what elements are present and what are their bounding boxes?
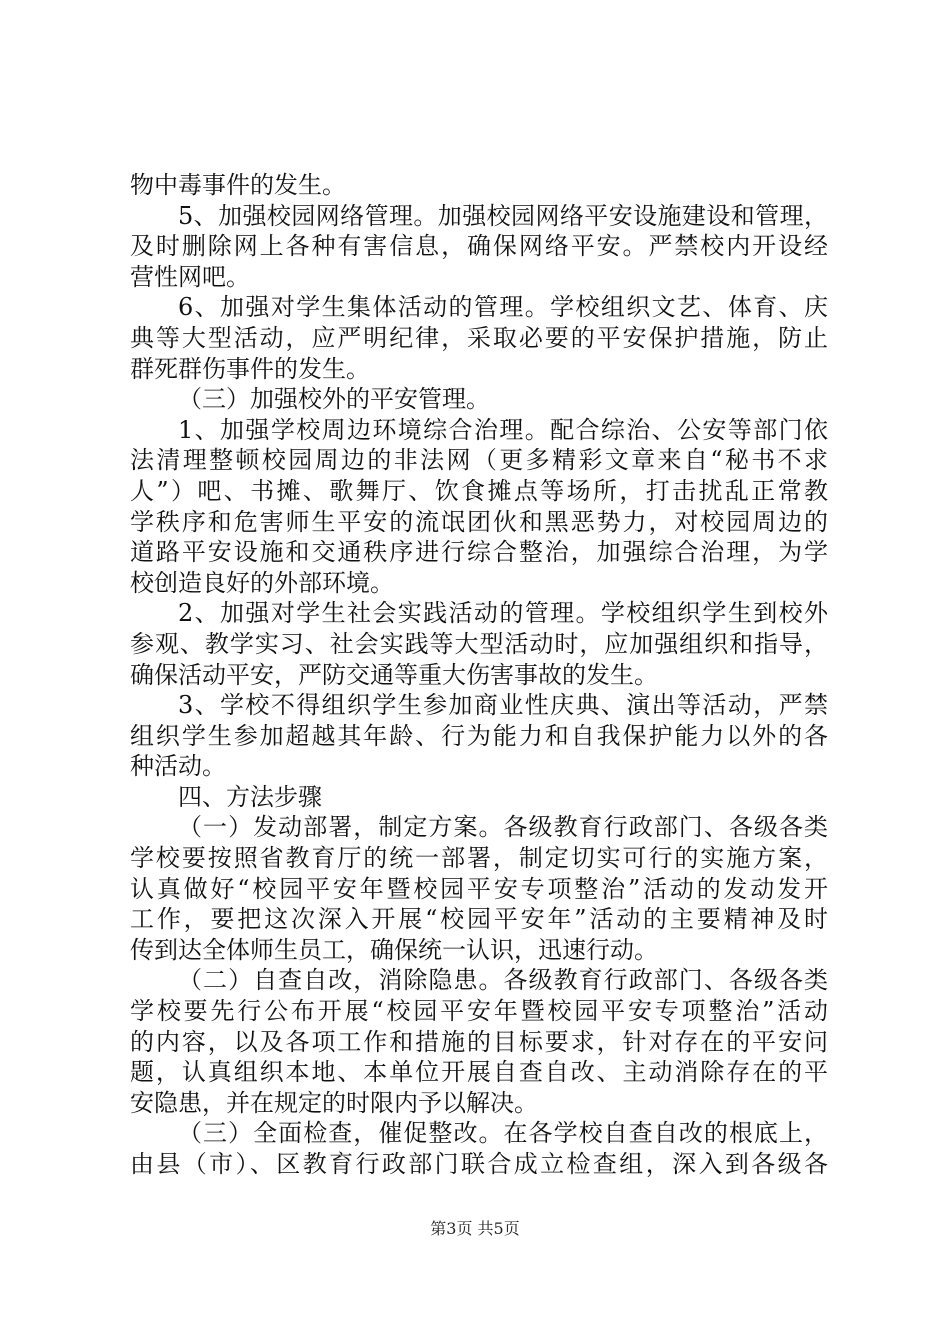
text-line: 群死群伤事件的发生。 bbox=[130, 354, 370, 383]
text-line: 种活动。 bbox=[130, 752, 226, 781]
text-line: 5、加强校园网络管理。加强校园网络平安设施建设和管理， bbox=[178, 201, 828, 230]
text-line: 传到达全体师生员工，确保统一认识，迅速行动。 bbox=[130, 935, 658, 964]
text-line: （一）发动部署，制定方案。各级教育行政部门、各级各类 bbox=[178, 813, 828, 842]
text-line: 认真做好“校园平安年暨校园平安专项整治”活动的发动发开 bbox=[130, 874, 828, 903]
text-line: 安隐患，并在规定的时限内予以解决。 bbox=[130, 1088, 538, 1117]
text-line: （二）自查自改，消除隐患。各级教育行政部门、各级各类 bbox=[178, 966, 828, 995]
text-line: 的内容，以及各项工作和措施的目标要求，针对存在的平安问 bbox=[130, 1027, 828, 1056]
text-line: 物中毒事件的发生。 bbox=[130, 171, 346, 199]
text-line: 由县（市）、区教育行政部门联合成立检查组，深入到各级各 bbox=[130, 1150, 828, 1178]
text-line: 6、加强对学生集体活动的管理。学校组织文艺、体育、庆 bbox=[178, 293, 828, 322]
text-line: （三）全面检查，催促整改。在各学校自查自改的根底上， bbox=[178, 1119, 828, 1148]
text-line: 学校要按照省教育厅的统一部署，制定切实可行的实施方案， bbox=[130, 844, 828, 873]
body-text bbox=[130, 170, 828, 1180]
text-line: 工作，要把这次深入开展“校园平安年”活动的主要精神及时 bbox=[130, 905, 828, 934]
text-line: 校创造良好的外部环境。 bbox=[130, 568, 394, 597]
text-line: 2、加强对学生社会实践活动的管理。学校组织学生到校外 bbox=[178, 599, 828, 628]
text-line: 人”）吧、书摊、歌舞厅、饮食摊点等场所，打击扰乱正常教 bbox=[130, 476, 828, 505]
text-line: 参观、教学实习、社会实践等大型活动时，应加强组织和指导， bbox=[130, 629, 828, 658]
text-line: 学校要先行公布开展“校园平安年暨校园平安专项整治”活动 bbox=[130, 997, 828, 1026]
text-line: 1、加强学校周边环境综合治理。配合综治、公安等部门依 bbox=[178, 415, 828, 444]
text-line: 学秩序和危害师生平安的流氓团伙和黑恶势力，对校园周边的 bbox=[130, 507, 828, 536]
text-line: 营性网吧。 bbox=[130, 262, 250, 291]
text-line: 3、学校不得组织学生参加商业性庆典、演出等活动，严禁 bbox=[178, 691, 828, 720]
text-line: 法清理整顿校园周边的非法网（更多精彩文章来自“秘书不求 bbox=[130, 446, 828, 475]
text-line: 道路平安设施和交通秩序进行综合整治，加强综合治理，为学 bbox=[130, 538, 828, 567]
page-footer: 第3页 共5页 bbox=[430, 1219, 520, 1238]
text-line: 组织学生参加超越其年龄、行为能力和自我保护能力以外的各 bbox=[130, 721, 828, 750]
text-line: 确保活动平安，严防交通等重大伤害事故的发生。 bbox=[130, 660, 658, 689]
text-line: 典等大型活动，应严明纪律，采取必要的平安保护措施，防止 bbox=[130, 323, 828, 352]
text-line: 及时删除网上各种有害信息，确保网络平安。严禁校内开设经 bbox=[130, 232, 828, 261]
text-line: 四、方法步骤 bbox=[178, 782, 322, 811]
text-line: （三）加强校外的平安管理。 bbox=[178, 385, 490, 414]
text-line: 题，认真组织本地、本单位开展自查自改、主动消除存在的平 bbox=[130, 1058, 828, 1087]
